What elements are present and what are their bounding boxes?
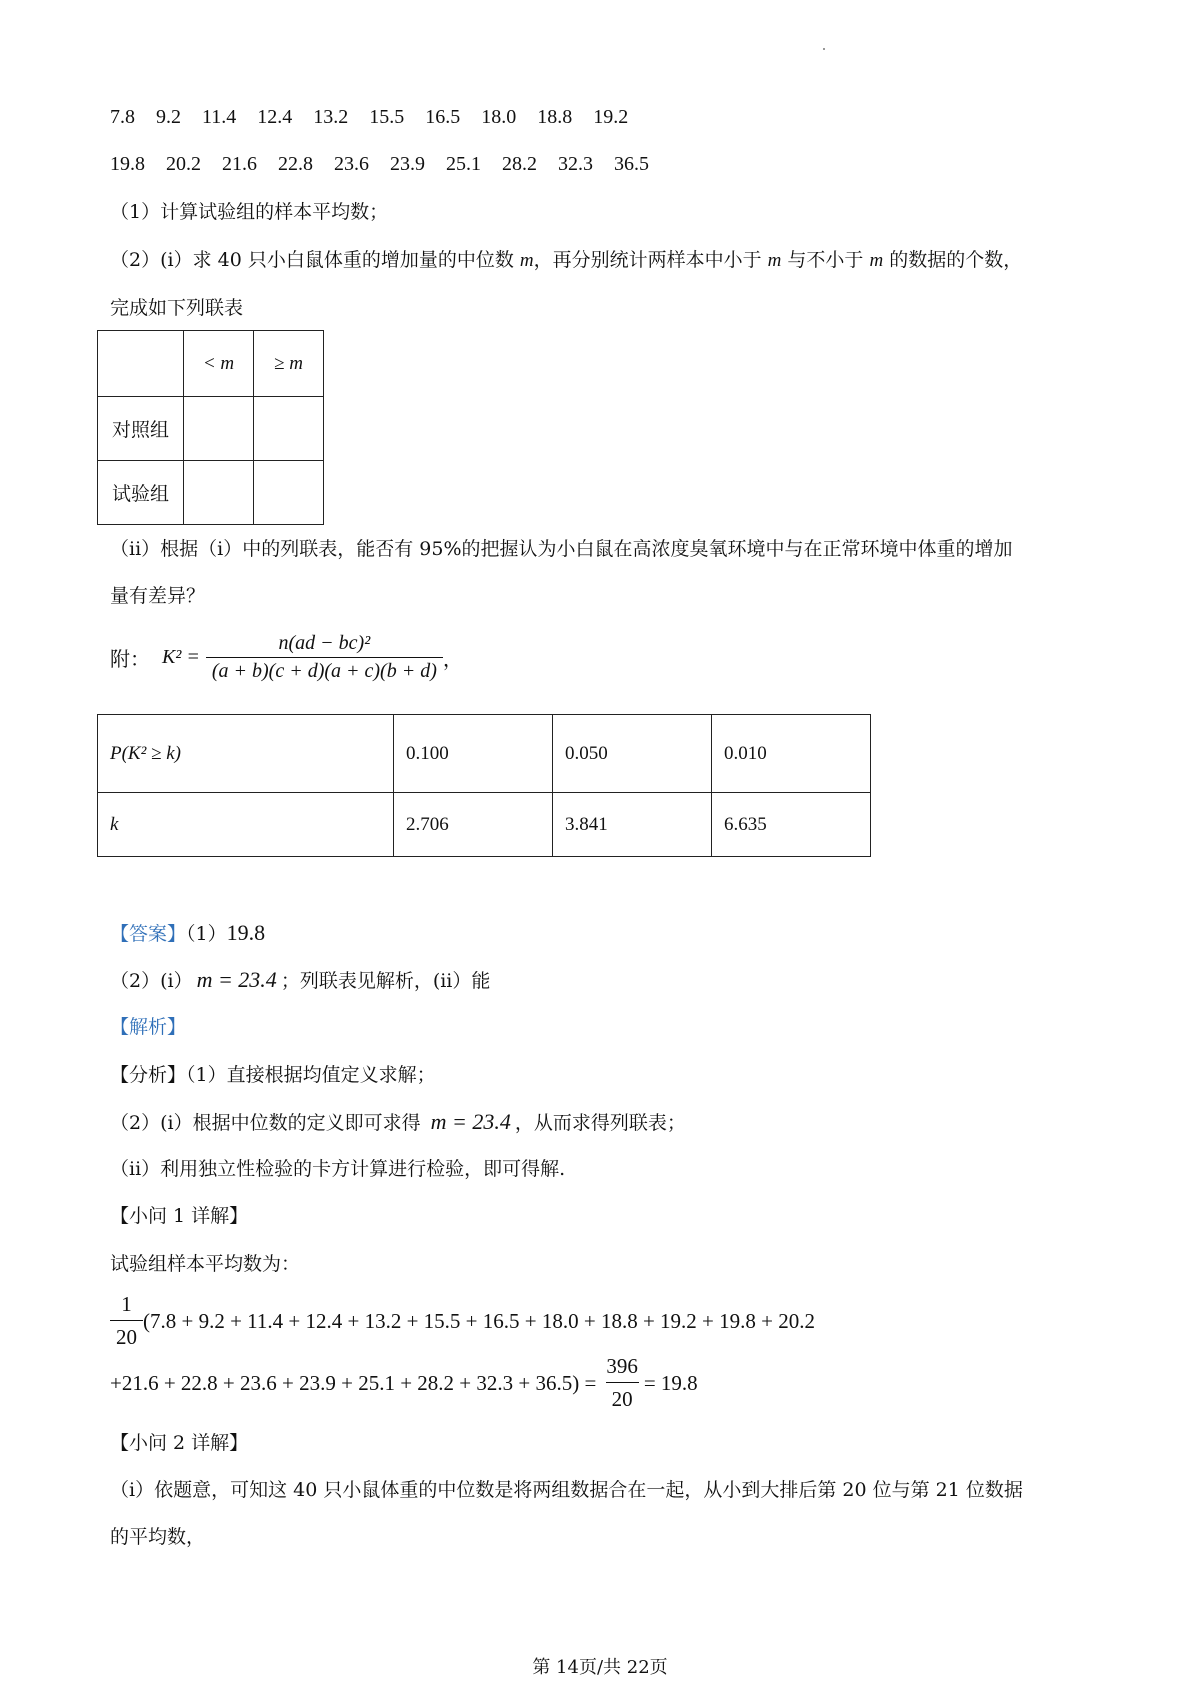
fraction-numerator: 1	[121, 1292, 132, 1316]
critical-value-table	[97, 714, 871, 857]
data-value: 19.8	[110, 153, 145, 175]
answer-1	[110, 919, 265, 948]
k-value: 6.635	[712, 793, 871, 857]
var-m: m	[767, 250, 782, 271]
empty-cell	[184, 397, 254, 461]
var-m: m	[519, 250, 534, 271]
data-value: 13.2	[313, 106, 349, 128]
row-label-k: k	[98, 793, 394, 857]
analysis-fenxi: 【分析】（1）直接根据均值定义求解；	[110, 1064, 436, 1086]
formula-fraction	[206, 632, 443, 683]
question-text: 的数据的个数，	[883, 249, 1023, 271]
mean-sum-part-2: +21.6 + 22.8 + 23.6 + 23.9 + 25.1 + 28.2 + 32.3 + 36.5) =	[110, 1370, 597, 1395]
row-label-probability: P(K² ≥ k)	[98, 715, 394, 793]
empty-cell	[254, 397, 324, 461]
mean-line-1	[110, 1290, 815, 1351]
question-text: 与不小于	[781, 249, 870, 271]
answer-tag: 【答案】	[110, 923, 187, 945]
mean-fraction	[110, 1290, 143, 1351]
question-2i-line2: 完成如下列联表	[110, 297, 244, 319]
data-value: 18.8	[537, 106, 573, 128]
data-value: 9.2	[156, 106, 181, 128]
row-label-test-group: 试验组	[98, 461, 184, 525]
col-header-less-than-m: < m	[184, 331, 254, 397]
data-value: 36.5	[614, 153, 649, 175]
sub-question-1-title: 【小问 1 详解】	[110, 1205, 249, 1227]
k-value: 2.706	[394, 793, 553, 857]
answer-2	[110, 966, 490, 995]
data-value: 18.0	[481, 106, 517, 128]
fraction-numerator: 396	[606, 1354, 638, 1378]
page-footer: 第 14页/共 22页	[532, 1657, 668, 1678]
scan-dot	[823, 48, 825, 50]
formula-denominator: (a + b)(c + d)(a + c)(b + d)	[206, 657, 443, 683]
p-value: 0.100	[394, 715, 553, 793]
question-text: ，再分别统计两样本中小于	[533, 249, 768, 271]
data-value: 32.3	[558, 153, 593, 175]
col-header-geq-m: ≥ m	[254, 331, 324, 397]
data-value: 21.6	[222, 153, 257, 175]
fraction-denominator: 20	[110, 1320, 143, 1351]
data-row-1	[110, 103, 628, 131]
question-1: （1）计算试验组的样本平均数；	[110, 201, 389, 223]
mean-sum-part-1: (7.8 + 9.2 + 11.4 + 12.4 + 13.2 + 15.5 + 16.5 + 18.0 + 18.8 + 19.2 + 19.8 + 20.2	[143, 1308, 815, 1333]
table-corner-cell	[98, 331, 184, 397]
p-value: 0.050	[553, 715, 712, 793]
mean-result: = 19.8	[643, 1370, 698, 1395]
sub-question-2-line-2: 的平均数，	[110, 1526, 206, 1548]
fraction-denominator: 20	[606, 1382, 639, 1413]
answer-value: 19.8	[226, 920, 266, 945]
analysis-equation: m = 23.4	[430, 1109, 511, 1134]
formula-suffix: ，	[442, 647, 463, 671]
empty-cell	[184, 461, 254, 525]
data-value: 7.8	[110, 106, 135, 128]
p-value: 0.010	[712, 715, 871, 793]
data-value: 23.6	[334, 153, 369, 175]
data-value: 22.8	[278, 153, 313, 175]
data-value: 11.4	[202, 106, 237, 128]
data-value: 25.1	[446, 153, 481, 175]
data-value: 15.5	[369, 106, 405, 128]
data-value: 12.4	[257, 106, 293, 128]
analysis-tag: 【解析】	[110, 1016, 187, 1038]
sub-question-1-text: 试验组样本平均数为：	[110, 1253, 301, 1275]
analysis-text: ，从而求得列联表；	[514, 1112, 686, 1134]
question-text: （2）(i）求 40 只小白鼠体重的增加量的中位数	[110, 249, 520, 271]
mean-result-fraction	[600, 1352, 644, 1413]
analysis-fenxi-3: （ii）利用独立性检验的卡方计算进行检验，即可得解.	[110, 1158, 566, 1180]
data-value: 23.9	[390, 153, 425, 175]
chi-square-formula	[110, 632, 463, 683]
data-value: 20.2	[166, 153, 201, 175]
analysis-text: （2）(i）根据中位数的定义即可求得	[110, 1112, 427, 1134]
data-value: 28.2	[502, 153, 537, 175]
answer-text: ；列联表见解析，(ii）能	[280, 970, 491, 992]
mean-line-2	[110, 1352, 698, 1413]
k-value: 3.841	[553, 793, 712, 857]
var-m: m	[869, 250, 884, 271]
question-2ii-line2: 量有差异？	[110, 585, 206, 607]
data-value: 16.5	[425, 106, 461, 128]
answer-text: （2）(i）	[110, 970, 193, 992]
empty-cell	[254, 461, 324, 525]
sub-question-2-line-1: （i）依题意，可知这 40 只小鼠体重的中位数是将两组数据合在一起，从小到大排后第 20 位与第 21 位数据	[110, 1479, 1023, 1501]
data-row-2	[110, 150, 649, 178]
analysis-fenxi-2	[110, 1108, 686, 1137]
sub-question-2-title: 【小问 2 详解】	[110, 1432, 249, 1454]
formula-prefix: 附：	[110, 647, 150, 671]
question-2i	[110, 246, 1022, 275]
row-label-control-group: 对照组	[98, 397, 184, 461]
data-value: 19.2	[593, 106, 629, 128]
contingency-table	[97, 330, 324, 525]
answer-text: （1）	[186, 923, 227, 945]
answer-equation: m = 23.4	[196, 967, 277, 992]
formula-lhs: K² =	[162, 646, 200, 668]
question-2ii: （ii）根据（i）中的列联表，能否有 95%的把握认为小白鼠在高浓度臭氧环境中与在正常环境中体重的增加	[110, 538, 1013, 560]
formula-numerator: n(ad − bc)²	[278, 632, 371, 654]
